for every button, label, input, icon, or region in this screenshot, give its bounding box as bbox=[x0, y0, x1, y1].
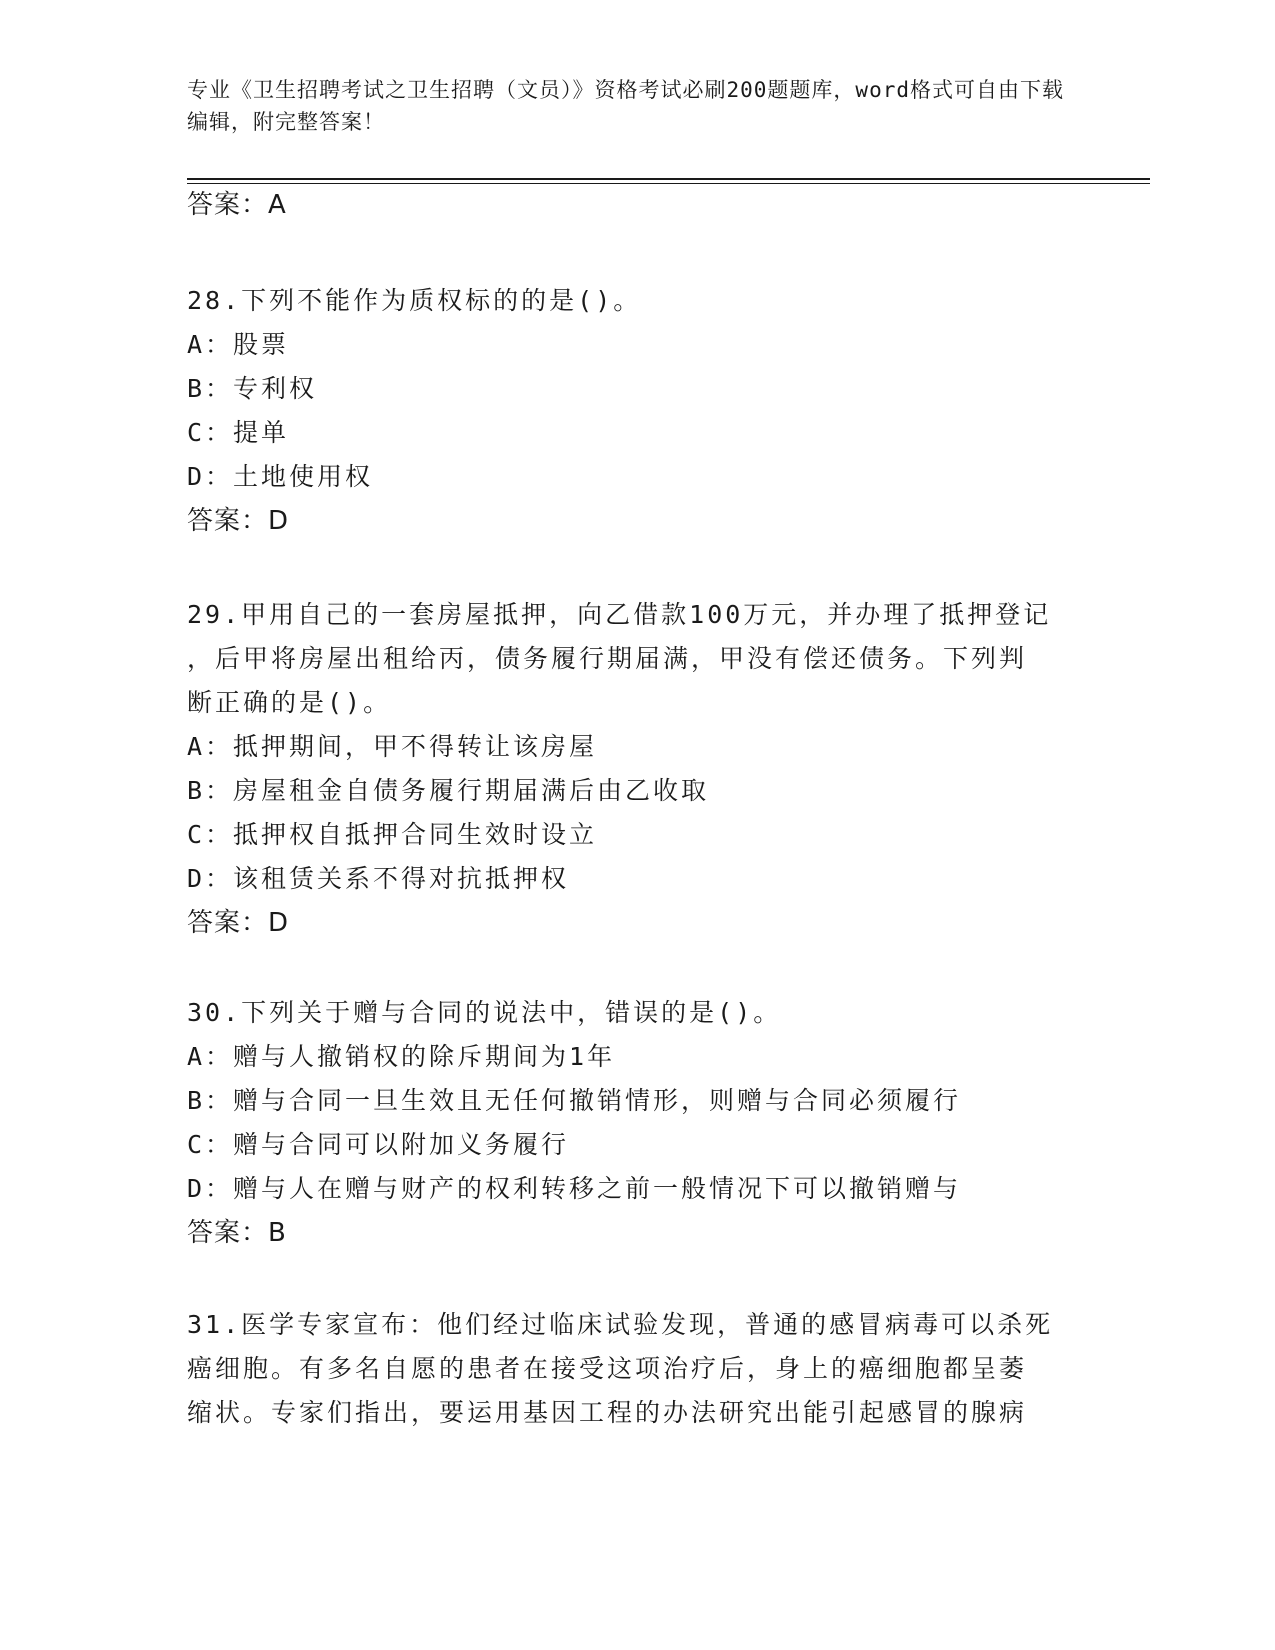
question-31-stem-line-3: 缩状。专家们指出，要运用基因工程的办法研究出能引起感冒的腺病 bbox=[187, 1398, 1028, 1427]
question-28-option-c: C：提单 bbox=[187, 418, 290, 447]
header-divider bbox=[187, 178, 1150, 180]
question-30-option-d: D：赠与人在赠与财产的权利转移之前一般情况下可以撤销赠与 bbox=[187, 1174, 962, 1203]
question-29-option-d: D：该租赁关系不得对抗抵押权 bbox=[187, 864, 570, 893]
question-28-stem: 28.下列不能作为质权标的的是()。 bbox=[187, 286, 642, 315]
question-28-option-d: D：土地使用权 bbox=[187, 462, 374, 491]
question-29-stem-line-2: ，后甲将房屋出租给丙，债务履行期届满，甲没有偿还债务。下列判 bbox=[187, 644, 1028, 673]
header-divider-thin bbox=[187, 183, 1150, 184]
question-30-option-b: B：赠与合同一旦生效且无任何撤销情形，则赠与合同必须履行 bbox=[187, 1086, 962, 1115]
answer-27: 答案：A bbox=[187, 190, 287, 220]
question-30-option-c: C：赠与合同可以附加义务履行 bbox=[187, 1130, 570, 1159]
question-28-option-b: B：专利权 bbox=[187, 374, 318, 403]
question-28-answer: 答案：D bbox=[187, 506, 290, 536]
question-30-answer: 答案：B bbox=[187, 1218, 287, 1248]
document-header: 专业《卫生招聘考试之卫生招聘（文员）》资格考试必刷200题题库，word格式可自由下载编辑，附完整答案！ bbox=[187, 78, 1064, 134]
question-29-stem-line-1: 29.甲用自己的一套房屋抵押，向乙借款100万元，并办理了抵押登记 bbox=[187, 600, 1052, 629]
question-28-option-a: A：股票 bbox=[187, 330, 290, 359]
question-31-stem-line-1: 31.医学专家宣布：他们经过临床试验发现，普通的感冒病毒可以杀死 bbox=[187, 1310, 1054, 1339]
question-29-option-c: C：抵押权自抵押合同生效时设立 bbox=[187, 820, 598, 849]
question-29-option-a: A：抵押期间，甲不得转让该房屋 bbox=[187, 732, 598, 761]
question-29-stem-line-3: 断正确的是()。 bbox=[187, 688, 392, 717]
question-29-option-b: B：房屋租金自债务履行期届满后由乙收取 bbox=[187, 776, 710, 805]
question-30-stem: 30.下列关于赠与合同的说法中，错误的是()。 bbox=[187, 998, 782, 1027]
question-31-stem-line-2: 癌细胞。有多名自愿的患者在接受这项治疗后，身上的癌细胞都呈萎 bbox=[187, 1354, 1028, 1383]
question-29-answer: 答案：D bbox=[187, 908, 290, 938]
question-30-option-a: A：赠与人撤销权的除斥期间为1年 bbox=[187, 1042, 616, 1071]
